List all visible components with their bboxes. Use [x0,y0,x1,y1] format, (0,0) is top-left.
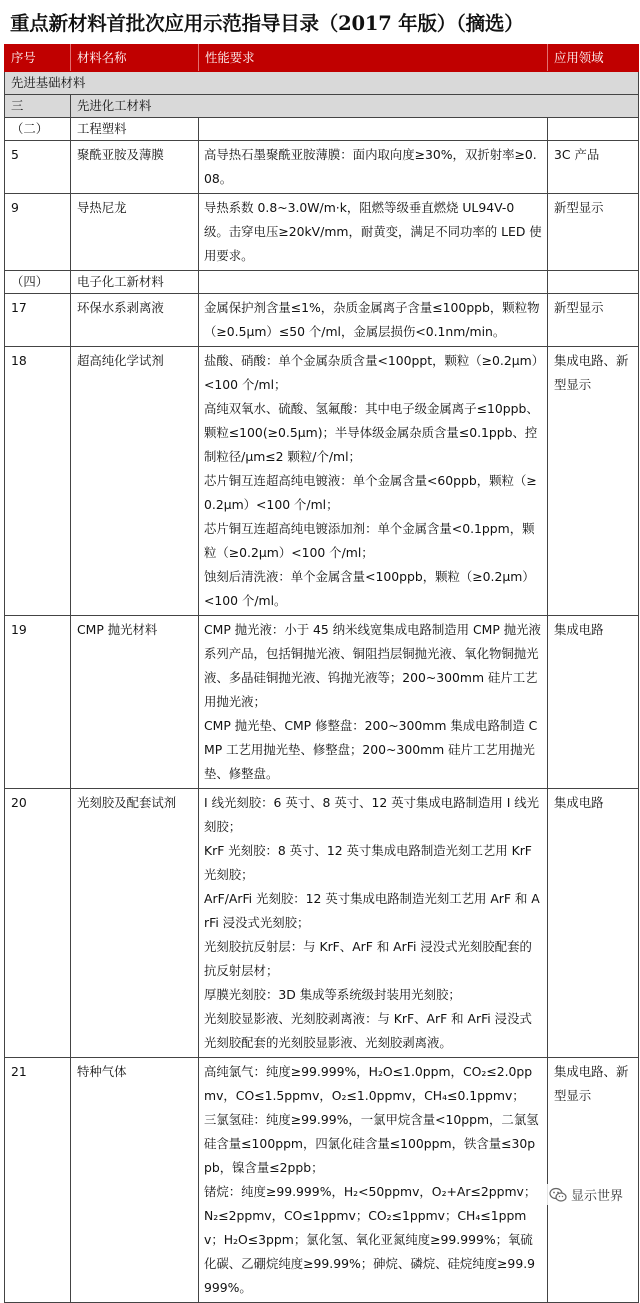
requirement-line: ArF/ArFi 光刻胶：12 英寸集成电路制造光刻工艺用 ArF 和 ArFi 浸没式光刻胶； [204,891,540,930]
requirement-line: CMP 抛光垫、CMP 修整盘：200~300mm 集成电路制造 CMP 工艺用抛光垫、修整盘；200~300mm 硅片工艺用抛光垫、修整盘。 [204,718,538,781]
material-name: CMP 抛光材料 [71,616,199,789]
material-name: 环保水系剥离液 [71,294,199,347]
empty-cell [548,118,639,141]
row-number: 9 [5,194,71,271]
table-row [5,194,639,271]
performance-requirement [199,347,548,616]
requirement-line: 导热系数 0.8~3.0W/m·k，阻燃等级垂直燃烧 UL94V-0 级。击穿电压≥20kV/mm，耐黄变，满足不同功率的 LED 使用要求。 [204,200,542,263]
requirement-line: 蚀刻后清洗液：单个金属含量<100ppb，颗粒（≥0.2μm）<100 个/ml。 [204,569,535,608]
requirement-line: KrF 光刻胶：8 英寸、12 英寸集成电路制造光刻工艺用 KrF 光刻胶； [204,843,532,882]
watermark-text: 显示世界 [570,1189,623,1204]
requirement-line: CMP 抛光液：小于 45 纳米线宽集成电路制造用 CMP 抛光液系列产品，包括铜抛光液、铜阻挡层铜抛光液、氧化物铜抛光液、多晶硅铜抛光液、钨抛光液等；200~300mm 硅片工艺用抛光液； [204,622,541,709]
requirement-line: 光刻胶显影液、光刻胶剥离液：与 KrF、ArF 和 ArFi 浸没式光刻胶配套的光刻胶显影液、光刻胶剥离液。 [204,1011,532,1050]
performance-requirement [199,194,548,271]
requirement-line: 三氯氢硅：纯度≥99.99%，一氯甲烷含量<10ppm，二氯氢硅含量≤100ppm，四氯化硅含量≤100ppm，铁含量≤30ppb，镍含量≤2ppb； [204,1112,539,1175]
table-row [5,789,639,1058]
section-label: 先进化工材料 [71,95,639,118]
requirement-line: 金属保护剂含量≤1%，杂质金属离子含量≤100ppb，颗粒物（≥0.5μm）≤50 个/ml，金属层损伤<0.1nm/min。 [204,300,540,339]
subsection-number: （二） [5,118,71,141]
performance-requirement [199,294,548,347]
empty-cell [199,271,548,294]
empty-cell [199,118,548,141]
wechat-icon [549,1187,567,1203]
table-row [5,616,639,789]
document-title: 重点新材料首批次应用示范指导目录（2017 年版）（摘选） [10,12,524,35]
requirement-line: I 线光刻胶：6 英寸、8 英寸、12 英寸集成电路制造用 I 线光刻胶； [204,795,540,834]
requirement-line: 厚膜光刻胶：3D 集成等系统级封装用光刻胶； [204,987,461,1002]
row-number: 21 [5,1058,71,1303]
table-row [5,347,639,616]
subsection-row [5,271,639,294]
material-name: 导热尼龙 [71,194,199,271]
row-number: 19 [5,616,71,789]
performance-requirement [199,1058,548,1303]
application-field: 3C 产品 [548,141,639,194]
subsection-label: 电子化工新材料 [71,271,199,294]
application-field: 集成电路 [548,789,639,1058]
empty-cell [548,271,639,294]
table-row [5,294,639,347]
performance-requirement [199,616,548,789]
watermark [546,1184,626,1205]
subsection-number: （四） [5,271,71,294]
row-number: 5 [5,141,71,194]
catalog-table [4,44,639,1303]
table-row [5,1058,639,1303]
row-number: 20 [5,789,71,1058]
section-row [5,72,639,95]
row-number: 18 [5,347,71,616]
material-name: 特种气体 [71,1058,199,1303]
subsection-row [5,118,639,141]
application-field: 新型显示 [548,294,639,347]
column-header: 序号 [5,45,71,72]
requirement-line: 盐酸、硝酸：单个金属杂质含量<100ppt，颗粒（≥0.2μm）<100 个/ml； [204,353,538,392]
requirement-line: 光刻胶抗反射层：与 KrF、ArF 和 ArFi 浸没式光刻胶配套的抗反射层材； [204,939,532,978]
section-number: 三 [5,95,71,118]
application-field: 集成电路 [548,616,639,789]
requirement-line: 高导热石墨聚酰亚胺薄膜：面内取向度≥30%，双折射率≥0.08。 [204,147,537,186]
row-number: 17 [5,294,71,347]
material-name: 超高纯化学试剂 [71,347,199,616]
section-row [5,95,639,118]
requirement-line: 芯片铜互连超高纯电镀液：单个金属含量<60ppb，颗粒（≥0.2μm）<100 个/ml； [204,473,537,512]
table-row [5,141,639,194]
column-header: 应用领域 [548,45,639,72]
column-header: 性能要求 [199,45,548,72]
material-name: 光刻胶及配套试剂 [71,789,199,1058]
application-field: 集成电路、新型显示 [548,347,639,616]
requirement-line: 芯片铜互连超高纯电镀添加剂：单个金属含量<0.1ppm，颗粒（≥0.2μm）<100 个/ml； [204,521,535,560]
requirement-line: 高纯双氧水、硫酸、氢氟酸：其中电子级金属离子≤10ppb、颗粒≤100(≥0.5μm)；半导体级金属杂质含量≤0.1ppb、控制粒径/μm≤2 颗粒/个/ml； [204,401,539,464]
application-field: 新型显示 [548,194,639,271]
performance-requirement [199,141,548,194]
performance-requirement [199,789,548,1058]
material-name: 聚酰亚胺及薄膜 [71,141,199,194]
subsection-label: 工程塑料 [71,118,199,141]
requirement-line: 高纯氯气：纯度≥99.999%，H₂O≤1.0ppm，CO₂≤2.0ppmv，CO≤1.5ppmv，O₂≤1.0ppmv，CH₄≤0.1ppmv； [204,1064,533,1103]
column-header: 材料名称 [71,45,199,72]
section-label: 先进基础材料 [5,72,639,95]
requirement-line: 锗烷：纯度≥99.999%，H₂<50ppmv，O₂+Ar≤2ppmv；N₂≤2ppmv，CO≤1ppmv；CO₂≤1ppmv；CH₄≤1ppmv；H₂O≤3ppm；氯化氢、氧化亚氮纯度≥99.999%；氧硫化碳、乙硼烷纯度≥99.99%；砷烷、磷烷、硅烷纯度≥99.9999%。 [204,1184,537,1295]
table-header-row [5,45,639,72]
application-field: 集成电路、新型显示 [548,1058,639,1303]
